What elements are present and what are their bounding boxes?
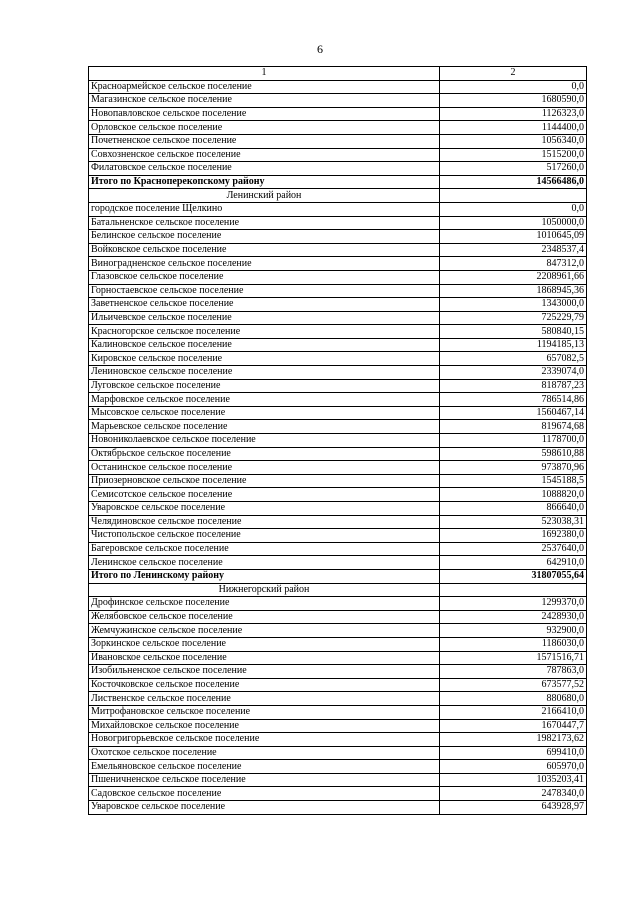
settlement-name-cell: Заветненское сельское поселение: [89, 298, 440, 312]
table-row: [89, 760, 587, 774]
amount-cell: 1050000,0: [440, 216, 587, 230]
amount-cell: 1545188,5: [440, 474, 587, 488]
amount-cell: 819674,68: [440, 420, 587, 434]
amount-cell: [440, 189, 587, 203]
table-row: [89, 107, 587, 121]
table-row: [89, 637, 587, 651]
settlement-name-cell: Виноградненское сельское поселение: [89, 257, 440, 271]
settlement-name-cell: Пшеничненское сельское поселение: [89, 773, 440, 787]
table-row: [89, 692, 587, 706]
table-row: [89, 298, 587, 312]
amount-cell: 1144400,0: [440, 121, 587, 135]
settlement-name-cell: Новониколаевское сельское поселение: [89, 434, 440, 448]
amount-cell: 1515200,0: [440, 148, 587, 162]
table-header-row: [89, 67, 587, 81]
table-row: [89, 719, 587, 733]
amount-cell: 866640,0: [440, 502, 587, 516]
table-row: [89, 216, 587, 230]
settlement-name-cell: Октябрьское сельское поселение: [89, 447, 440, 461]
table-row: [89, 651, 587, 665]
district-heading-row: [89, 583, 587, 597]
settlement-name-cell: Багеровское сельское поселение: [89, 542, 440, 556]
amount-cell: 1343000,0: [440, 298, 587, 312]
table-row: [89, 162, 587, 176]
table-row: [89, 502, 587, 516]
settlement-name-cell: Орловское сельское поселение: [89, 121, 440, 135]
settlement-name-cell: Желябовское сельское поселение: [89, 610, 440, 624]
amount-cell: 2208961,66: [440, 270, 587, 284]
settlement-name-cell: Почетненское сельское поселение: [89, 134, 440, 148]
amount-cell: 31807055,64: [440, 569, 587, 583]
amount-cell: 2478340,0: [440, 787, 587, 801]
settlement-name-cell: Новопавловское сельское поселение: [89, 107, 440, 121]
amount-cell: 1035203,41: [440, 773, 587, 787]
amount-cell: 2428930,0: [440, 610, 587, 624]
settlement-name-cell: Михайловское сельское поселение: [89, 719, 440, 733]
table-row: [89, 338, 587, 352]
amount-cell: 1692380,0: [440, 529, 587, 543]
amount-cell: 517260,0: [440, 162, 587, 176]
settlement-name-cell: Уваровское сельское поселение: [89, 502, 440, 516]
settlement-name-cell: Красноармейское сельское поселение: [89, 80, 440, 94]
amount-cell: 657082,5: [440, 352, 587, 366]
table-row: [89, 787, 587, 801]
table-row: [89, 515, 587, 529]
table-row: [89, 257, 587, 271]
table-row: [89, 434, 587, 448]
total-row: [89, 569, 587, 583]
amount-cell: 1194185,13: [440, 338, 587, 352]
amount-cell: 2537640,0: [440, 542, 587, 556]
table-row: [89, 352, 587, 366]
settlement-name-cell: Лениновское сельское поселение: [89, 366, 440, 380]
amount-cell: 1088820,0: [440, 488, 587, 502]
settlement-name-cell: Косточковское сельское поселение: [89, 678, 440, 692]
amount-cell: 643928,97: [440, 801, 587, 815]
table-row: [89, 202, 587, 216]
settlement-name-cell: Ильичевское сельское поселение: [89, 311, 440, 325]
settlement-name-cell: Дрофинское сельское поселение: [89, 597, 440, 611]
settlement-name-cell: Итого по Красноперекопскому району: [89, 175, 440, 189]
settlement-name-cell: Белинское сельское поселение: [89, 230, 440, 244]
amount-cell: 598610,88: [440, 447, 587, 461]
amount-cell: 1680590,0: [440, 94, 587, 108]
settlement-name-cell: Ленинское сельское поселение: [89, 556, 440, 570]
amount-cell: 1868945,36: [440, 284, 587, 298]
amount-cell: 1571516,71: [440, 651, 587, 665]
settlement-name-cell: Войковское сельское поселение: [89, 243, 440, 257]
table-row: [89, 94, 587, 108]
amount-cell: 880680,0: [440, 692, 587, 706]
settlement-name-cell: Новогригорьевское сельское поселение: [89, 733, 440, 747]
settlement-name-cell: Мысовское сельское поселение: [89, 406, 440, 420]
amount-cell: 725229,79: [440, 311, 587, 325]
settlement-name-cell: Садовское сельское поселение: [89, 787, 440, 801]
amount-cell: 1560467,14: [440, 406, 587, 420]
table-row: [89, 529, 587, 543]
table-row: [89, 80, 587, 94]
amount-cell: 699410,0: [440, 746, 587, 760]
amount-cell: 2339074,0: [440, 366, 587, 380]
settlement-name-cell: Челядиновское сельское поселение: [89, 515, 440, 529]
amount-cell: 0,0: [440, 80, 587, 94]
settlement-name-cell: Нижнегорский район: [89, 583, 440, 597]
total-row: [89, 175, 587, 189]
settlement-name-cell: Глазовское сельское поселение: [89, 270, 440, 284]
settlement-name-cell: Итого по Ленинскому району: [89, 569, 440, 583]
settlement-name-cell: Магазинское сельское поселение: [89, 94, 440, 108]
settlement-name-cell: Совхозненское сельское поселение: [89, 148, 440, 162]
table-row: [89, 665, 587, 679]
settlement-name-cell: городское поселение Щелкино: [89, 202, 440, 216]
table-row: [89, 230, 587, 244]
amount-cell: 1670447,7: [440, 719, 587, 733]
amount-cell: 932900,0: [440, 624, 587, 638]
amount-cell: 673577,52: [440, 678, 587, 692]
settlement-name-cell: Марьевское сельское поселение: [89, 420, 440, 434]
amount-cell: 0,0: [440, 202, 587, 216]
amount-cell: 1186030,0: [440, 637, 587, 651]
amount-cell: 2166410,0: [440, 705, 587, 719]
amount-cell: 786514,86: [440, 393, 587, 407]
table-row: [89, 379, 587, 393]
settlement-name-cell: Жемчужинское сельское поселение: [89, 624, 440, 638]
table-row: [89, 597, 587, 611]
table-row: [89, 746, 587, 760]
settlement-name-cell: Приозерновское сельское поселение: [89, 474, 440, 488]
table-row: [89, 474, 587, 488]
settlement-name-cell: Митрофановское сельское поселение: [89, 705, 440, 719]
table-row: [89, 121, 587, 135]
settlement-name-cell: Красногорское сельское поселение: [89, 325, 440, 339]
settlement-name-cell: Останинское сельское поселение: [89, 461, 440, 475]
settlement-name-cell: Изобильненское сельское поселение: [89, 665, 440, 679]
settlement-name-cell: Зоркинское сельское поселение: [89, 637, 440, 651]
page-number: 6: [317, 42, 323, 56]
table-row: [89, 148, 587, 162]
table-row: [89, 284, 587, 298]
budget-table: [88, 66, 587, 815]
table-row: [89, 270, 587, 284]
district-heading-row: [89, 189, 587, 203]
table-row: [89, 447, 587, 461]
table-row: [89, 311, 587, 325]
amount-cell: [440, 583, 587, 597]
settlement-name-cell: Марфовское сельское поселение: [89, 393, 440, 407]
amount-cell: 1010645,09: [440, 230, 587, 244]
table-row: [89, 420, 587, 434]
table-row: [89, 610, 587, 624]
amount-cell: 973870,96: [440, 461, 587, 475]
table-row: [89, 366, 587, 380]
amount-cell: 1299370,0: [440, 597, 587, 611]
amount-cell: 1982173,62: [440, 733, 587, 747]
column-header-2: 2: [440, 67, 587, 81]
table-row: [89, 801, 587, 815]
table-row: [89, 325, 587, 339]
settlement-name-cell: Ивановское сельское поселение: [89, 651, 440, 665]
settlement-name-cell: Лиственское сельское поселение: [89, 692, 440, 706]
table-body: [89, 67, 587, 815]
table-row: [89, 624, 587, 638]
settlement-name-cell: Емельяновское сельское поселение: [89, 760, 440, 774]
table-row: [89, 243, 587, 257]
amount-cell: 523038,31: [440, 515, 587, 529]
table-row: [89, 678, 587, 692]
table-row: [89, 733, 587, 747]
table-row: [89, 488, 587, 502]
amount-cell: 818787,23: [440, 379, 587, 393]
table-row: [89, 393, 587, 407]
settlement-name-cell: Горностаевское сельское поселение: [89, 284, 440, 298]
table-row: [89, 406, 587, 420]
settlement-name-cell: Чистопольское сельское поселение: [89, 529, 440, 543]
table-row: [89, 773, 587, 787]
amount-cell: 14566486,0: [440, 175, 587, 189]
amount-cell: 1126323,0: [440, 107, 587, 121]
settlement-name-cell: Уваровское сельское поселение: [89, 801, 440, 815]
settlement-name-cell: Луговское сельское поселение: [89, 379, 440, 393]
settlement-name-cell: Семисотское сельское поселение: [89, 488, 440, 502]
amount-cell: 580840,15: [440, 325, 587, 339]
table-row: [89, 542, 587, 556]
settlement-name-cell: Филатовское сельское поселение: [89, 162, 440, 176]
column-header-1: 1: [89, 67, 440, 81]
amount-cell: 847312,0: [440, 257, 587, 271]
settlement-name-cell: Кировское сельское поселение: [89, 352, 440, 366]
settlement-name-cell: Охотское сельское поселение: [89, 746, 440, 760]
table-row: [89, 461, 587, 475]
table-row: [89, 134, 587, 148]
amount-cell: 605970,0: [440, 760, 587, 774]
settlement-name-cell: Ленинский район: [89, 189, 440, 203]
amount-cell: 787863,0: [440, 665, 587, 679]
table-row: [89, 705, 587, 719]
amount-cell: 642910,0: [440, 556, 587, 570]
settlement-name-cell: Калиновское сельское поселение: [89, 338, 440, 352]
settlement-name-cell: Батальненское сельское поселение: [89, 216, 440, 230]
amount-cell: 1178700,0: [440, 434, 587, 448]
amount-cell: 1056340,0: [440, 134, 587, 148]
amount-cell: 2348537,4: [440, 243, 587, 257]
table-row: [89, 556, 587, 570]
